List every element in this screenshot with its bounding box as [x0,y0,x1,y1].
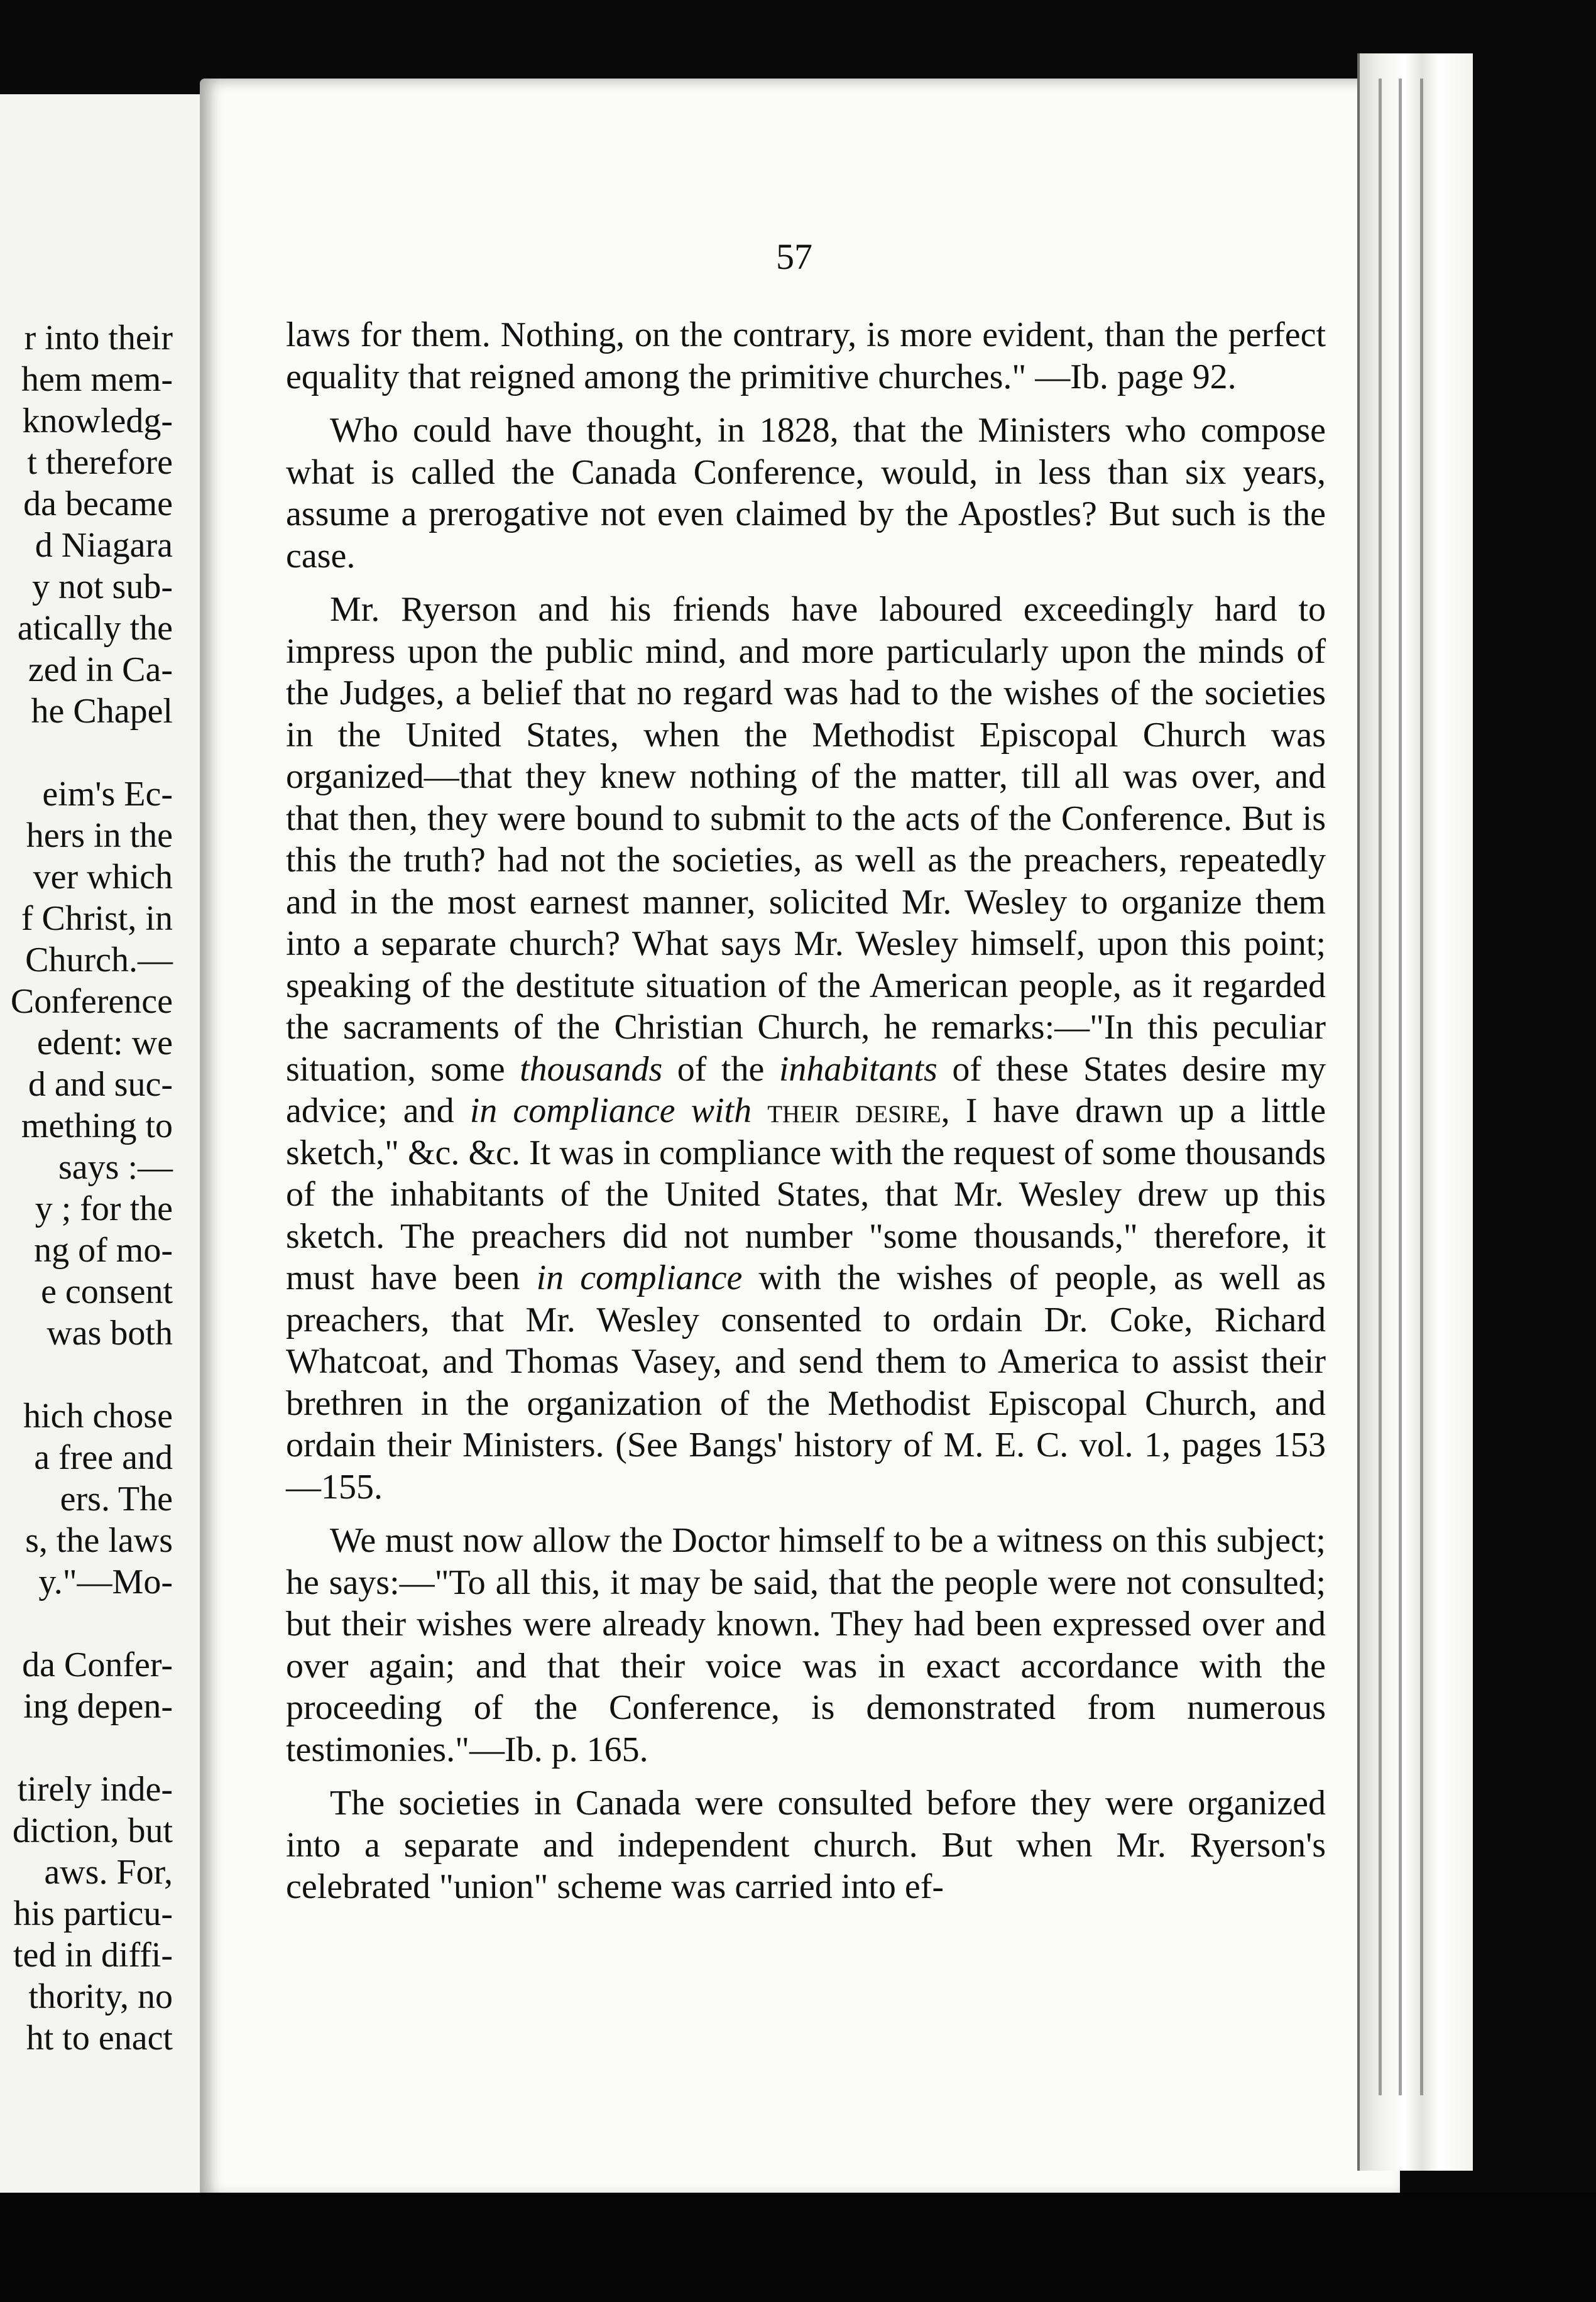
left-page-line: f Christ, in [21,899,173,938]
left-page-line [11,732,173,773]
left-page-line: ng of mo- [34,1231,173,1270]
paragraph-2: Who could have thought, in 1828, that the Ministers who compose what is called the Canada Conference, would, in less than six years, assume a prerogative not even claimed by the Apostles? But such is the case. [286,411,1326,576]
paragraph-3-text-c: of the [677,1049,765,1089]
left-page-line: tirely inde- [17,1770,173,1809]
left-page-line: s, the laws [25,1521,173,1560]
left-page-line: ht to enact [26,2019,173,2058]
left-page-line: aws. For, [44,1853,173,1892]
left-page-line: his particu- [13,1894,173,1933]
left-page-line: ing depen- [23,1687,173,1726]
paragraph-3-italic-in-compliance: in compliance [536,1258,743,1297]
left-page-line: zed in Ca- [28,650,173,689]
left-page-line: knowledg- [22,401,173,440]
left-page-line: da became [23,484,173,523]
paragraph-3-text-a: Mr. Ryerson and his friends have laboured exceedingly hard to impress upon the public mind, and more particularly upon the minds of the Judges, a belief that no regard was had to the wishes of the societies in the United States, when the Methodist Episcopal Church was organized—that they knew nothing of the matter, till all was over, and that then, they were bound to submit to the acts of the Conference. But is this the truth? had not the societies, as well as the preachers, repeatedly and in the most earnest manner, solicited Mr. Wesley to organize them into a separate church? What says Mr. Wesley himself, upon this point; speaking of the destitute situation of the American people, as it regarded the sacraments of the Christian Church, he remarks:—"In this peculiar situation, some [286,590,1326,1089]
paragraph-4: We must now allow the Doctor himself to be a witness on this subject; he says:—"To all this, it may be said, that the people were not consulted; but their wishes were already known. They had been expressed over and over again; and that their voice was in exact accordance with the proceeding of the Conference, is demonstrated from numerous testimonies."—Ib. p. 165. [286,1521,1326,1769]
left-page-line: mething to [21,1106,173,1145]
paragraph-3-italic-thousands: thousands [520,1049,663,1089]
paragraph-5: The societies in Canada were consulted before they were organized into a separate and independent church. But when Mr. Ryerson's celebrated "union" scheme was carried into ef- [286,1784,1326,1906]
paragraph-continued: laws for them. Nothing, on the contrary, is more evident, than the perfect equality that reigned among the primitive churches." —Ib. page 92. [286,315,1326,396]
left-page-line [11,1354,173,1395]
left-page-line: hers in the [26,816,173,855]
left-page-fragment [0,94,217,2199]
left-page-line: hich chose [23,1397,173,1436]
page-edge [1357,53,1473,2171]
left-page-text [11,317,173,2059]
paragraph-3-italic-inhabitants: inhabitants [779,1049,937,1089]
left-page-line: says :— [58,1148,173,1187]
left-page-line: y."—Mo- [38,1563,173,1601]
left-page-line: edent: we [36,1023,173,1062]
left-page-line: t therefore [27,443,173,482]
bottom-shadow [0,2193,1596,2302]
left-page-line: hem mem- [21,360,173,399]
left-page-line: eim's Ec- [42,775,173,814]
body-text [286,314,1326,1920]
left-page-line: d and suc- [28,1065,173,1104]
paragraph-3-text-j: with the wishes of people, as well as preachers, that Mr. Wesley consented to ordain Dr. Coke, Richard Whatcoat, and Thomas Vasey, and send them to America to assist their brethren in the organization of the Methodist Episcopal Church, and ordain their Ministers. (See Bangs' history of M. E. C. vol. 1, pages 153—155. [286,1258,1326,1507]
left-page-line: y ; for the [35,1189,173,1228]
left-page-line: atically the [17,609,173,648]
left-page-line: y not sub- [32,567,173,606]
paragraph-3 [286,589,1326,1508]
left-page-line [11,1727,173,1769]
page-number: 57 [776,236,812,277]
left-page-line: d Niagara [35,526,173,565]
paragraph-3-text-h: I have drawn up a little sketch," &c. &c. It was in compliance with the request of some thousands of the inhabitants of the United States, that Mr. Wesley drew up this sketch. The preachers did not number "some thousands," therefore, it must have been [286,1091,1326,1297]
paragraph-3-smallcaps: their desire, [767,1091,950,1130]
left-page-line: ver which [33,858,173,897]
left-page-line: Church.— [25,941,173,979]
left-page-line: ted in diffi- [13,1936,173,1975]
left-page-line: da Confer- [22,1645,173,1684]
left-page-line [11,1603,173,1644]
left-page-line: e consent [41,1272,173,1311]
paragraph-3-italic-compliance: in compliance with [469,1091,752,1130]
left-page-line: a free and [34,1438,173,1477]
left-page-line: diction, but [12,1811,173,1850]
left-page-line: was both [46,1314,173,1353]
left-page-line: r into their [24,319,173,357]
left-page-line: Conference [10,982,173,1021]
left-page-line: he Chapel [31,692,173,731]
left-page-line: thority, no [28,1977,173,2016]
left-page-line: ers. The [60,1480,173,1519]
paragraph-3-text-e: of these States desire my advice; and [286,1049,1326,1130]
